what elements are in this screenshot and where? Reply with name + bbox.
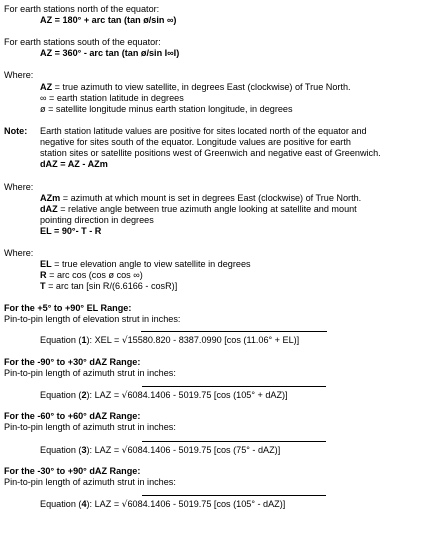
equation-1 xyxy=(40,335,299,347)
latitude-definition: ∞ = earth station latitude in degrees xyxy=(40,93,184,103)
range-heading-3: For the -60° to +60° dAZ Range: xyxy=(4,411,141,421)
equation-lhs: ): LAZ = xyxy=(86,499,122,509)
equation-radicand: 6084.1406 - 5019.75 [cos (105° + dAZ)] xyxy=(127,390,288,400)
equation-label: Equation ( xyxy=(40,445,82,455)
where-label-2: Where: xyxy=(4,182,34,192)
range-desc-4: Pin-to-pin length of azimuth strut in inches: xyxy=(4,477,176,487)
south-heading: For earth stations south of the equator: xyxy=(4,37,161,47)
note-label: Note: xyxy=(4,126,28,136)
el-def-text: = true elevation angle to view satellite in degrees xyxy=(51,259,251,269)
r-term: R xyxy=(40,270,47,280)
equation-4 xyxy=(40,499,285,511)
note-line-2: negative for sites south of the equator. Longitude values are positive for earth xyxy=(40,137,351,147)
azm-definition xyxy=(40,193,361,204)
range-desc-1: Pin-to-pin length of elevation strut in inches: xyxy=(4,314,181,324)
radical-bar-2 xyxy=(142,386,326,387)
el-term: EL xyxy=(40,259,52,269)
equation-lhs: ): LAZ = xyxy=(86,445,122,455)
azm-def-text: = azimuth at which mount is set in degrees East (clockwise) of True North. xyxy=(60,193,362,203)
range-heading-4: For the -30° to +90° dAZ Range: xyxy=(4,466,141,476)
el-formula: EL = 90°- T - R xyxy=(40,226,102,236)
north-formula: AZ = 180° + arc tan (tan ø/sin ∞) xyxy=(40,15,177,25)
equation-lhs: ): LAZ = xyxy=(86,390,122,400)
az-def-text: = true azimuth to view satellite, in degrees East (clockwise) of True North. xyxy=(52,82,351,92)
radical-bar-1 xyxy=(141,331,327,332)
t-term: T xyxy=(40,281,46,291)
equation-radicand: 6084.1406 - 5019.75 [cos (75° - dAZ)] xyxy=(127,445,281,455)
equation-3 xyxy=(40,445,280,457)
daz-formula: dAZ = AZ - AZm xyxy=(40,159,108,169)
range-desc-2: Pin-to-pin length of azimuth strut in inches: xyxy=(4,368,176,378)
where-label-3: Where: xyxy=(4,248,34,258)
daz-definition-cont: pointing direction in degrees xyxy=(40,215,154,225)
equation-number: 3 xyxy=(81,445,87,455)
north-heading: For earth stations north of the equator: xyxy=(4,4,160,14)
equation-radicand: 6084.1406 - 5019.75 [cos (105° - dAZ)] xyxy=(127,499,286,509)
t-definition xyxy=(40,281,177,292)
equation-number: 2 xyxy=(81,390,87,400)
note-line-1: Earth station latitude values are positive for sites located north of the equator and xyxy=(40,126,367,136)
radical-bar-3 xyxy=(142,441,326,442)
daz-term: dAZ xyxy=(40,204,58,214)
range-heading-1: For the +5° to +90° EL Range: xyxy=(4,303,132,313)
equation-lhs: ): XEL = xyxy=(86,335,122,345)
equation-number: 4 xyxy=(81,499,87,509)
longitude-definition: ø = satellite longitude minus earth station longitude, in degrees xyxy=(40,104,293,114)
el-definition xyxy=(40,259,251,270)
az-term: AZ xyxy=(40,82,53,92)
equation-2 xyxy=(40,390,288,402)
square-root-sign: √ xyxy=(121,446,128,456)
daz-definition xyxy=(40,204,357,215)
where-label-1: Where: xyxy=(4,70,34,80)
azm-term: AZm xyxy=(40,193,61,203)
square-root-sign: √ xyxy=(121,391,128,401)
range-heading-2: For the -90° to +30° dAZ Range: xyxy=(4,357,141,367)
square-root-sign: √ xyxy=(121,500,128,510)
square-root-sign: √ xyxy=(121,336,128,346)
equation-label: Equation ( xyxy=(40,335,82,345)
r-definition xyxy=(40,270,143,281)
r-def-text: = arc cos (cos ø cos ∞) xyxy=(46,270,143,280)
radical-bar-4 xyxy=(142,495,326,496)
az-definition xyxy=(40,82,351,93)
note-line-3: station sites or satellite positions west of Greenwich and negative east of Greenwich. xyxy=(40,148,381,158)
t-def-text: = arc tan [sin R/(6.6166 - cosR)] xyxy=(45,281,178,291)
range-desc-3: Pin-to-pin length of azimuth strut in inches: xyxy=(4,422,176,432)
daz-def-text: = relative angle between true azimuth angle looking at satellite and mount xyxy=(57,204,357,214)
south-formula: AZ = 360° - arc tan (tan ø/sin I∞I) xyxy=(40,48,180,58)
equation-label: Equation ( xyxy=(40,499,82,509)
equation-label: Equation ( xyxy=(40,390,82,400)
equation-radicand: 15580.820 - 8387.0990 [cos (11.06° + EL)] xyxy=(127,335,300,345)
equation-number: 1 xyxy=(81,335,87,345)
